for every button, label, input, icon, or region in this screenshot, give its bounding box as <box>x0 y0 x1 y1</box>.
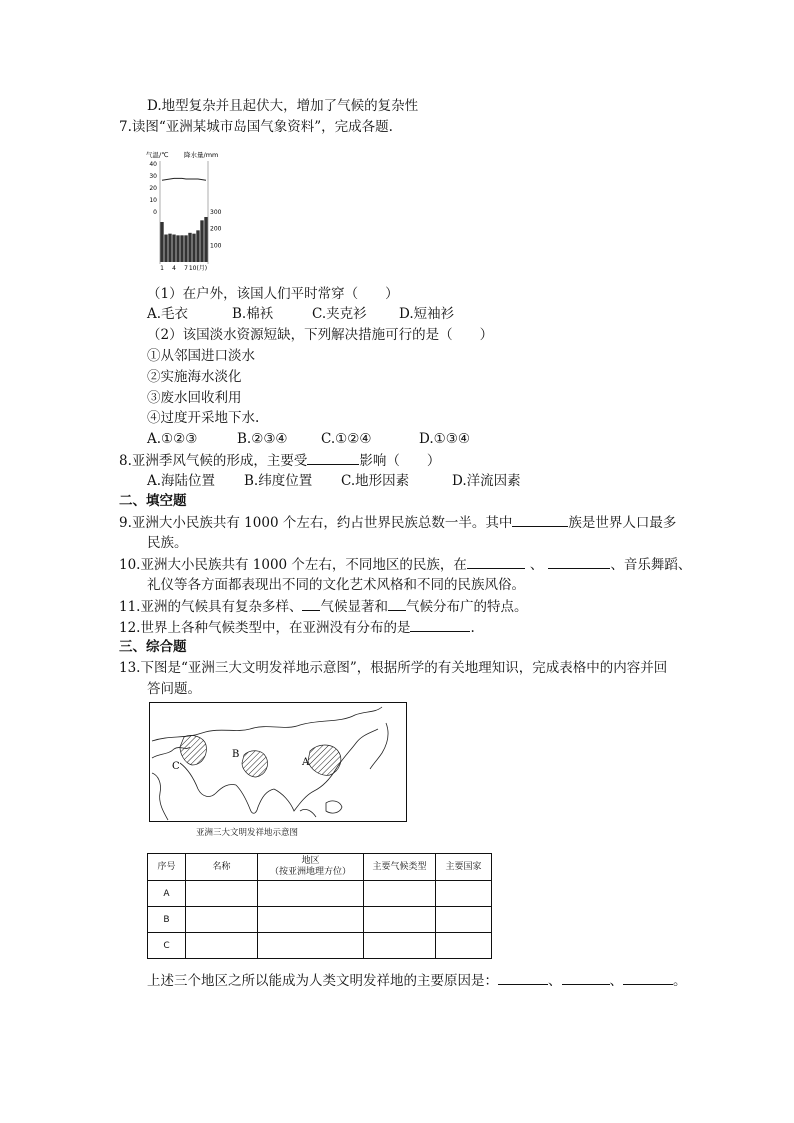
map-coastline-india <box>236 785 274 813</box>
map-island-borneo <box>326 801 342 813</box>
precipitation-bar <box>200 220 203 262</box>
temp-tick-label: 10 <box>149 197 157 204</box>
precipitation-bar <box>164 235 167 263</box>
q12-text-1: 12.世界上各种气候类型中，在亚洲没有分布的是 <box>119 620 411 636</box>
temp-tick-label: 20 <box>149 185 157 192</box>
header-name: 名称 <box>186 854 258 881</box>
section-2-title: 二、填空题 <box>119 493 187 509</box>
cell-climate-a[interactable] <box>364 881 436 907</box>
precipitation-bar <box>204 217 207 262</box>
q9-text-2: 族是世界人口最多 <box>568 515 677 531</box>
q7-measure-1: ①从邻国进口淡水 <box>147 348 255 364</box>
cell-countries-b[interactable] <box>436 907 492 933</box>
map-coastline-arabia <box>180 763 236 796</box>
q13-separator-2: 、 <box>609 973 623 989</box>
q12-text-2: . <box>470 620 475 636</box>
q7-sub1: （1）在户外，该国人们平时常穿（ ） <box>147 286 399 302</box>
precipitation-bar <box>176 235 179 262</box>
q11-text-1: 11.亚洲的气候具有复杂多样、 <box>119 599 303 615</box>
precipitation-bar <box>192 234 195 262</box>
section-3-title: 三、综合题 <box>119 639 187 655</box>
q10-separator: 、 <box>529 557 544 573</box>
q9-blank[interactable] <box>512 513 568 527</box>
precipitation-bar <box>184 235 187 262</box>
q9-line-2: 民族。 <box>147 535 188 551</box>
q8-stem-before: 8.亚洲季风气候的形成，主要受 <box>119 453 308 469</box>
cell-region-b[interactable] <box>258 907 364 933</box>
table-row <box>148 881 492 907</box>
temperature-line <box>162 178 206 180</box>
q8-blank[interactable] <box>307 451 359 465</box>
q7-sub1-option-b[interactable]: B.棉袄 <box>232 306 274 322</box>
q13-blank-1[interactable] <box>498 971 548 985</box>
header-countries: 主要国家 <box>436 854 492 881</box>
civilizations-table <box>147 853 492 959</box>
map-label-b: B <box>232 749 240 760</box>
q13-blank-2[interactable] <box>562 971 610 985</box>
q7-sub2-option-a[interactable]: A.①②③ <box>147 431 198 447</box>
q11-text-2: 气候显著和 <box>320 599 388 615</box>
climate-chart <box>146 148 222 272</box>
header-region-note: （按亚洲地理方位） <box>269 867 351 877</box>
precipitation-bar <box>180 235 183 262</box>
q8-option-d[interactable]: D.洋流因素 <box>452 473 521 489</box>
month-tick-label: 4 <box>172 265 176 272</box>
q13-line-2: 答问题。 <box>147 681 201 697</box>
q7-sub1-option-d[interactable]: D.短袖衫 <box>399 306 455 322</box>
table-header-row <box>148 854 492 881</box>
q7-sub2: （2）该国淡水资源短缺，下列解决措施可行的是（ ） <box>147 327 494 343</box>
q13-final <box>147 971 687 990</box>
q10-text-1: 10.亚洲大小民族共有 1000 个左右，不同地区的民族，在 <box>119 557 467 573</box>
q8-option-b[interactable]: B.纬度位置 <box>244 473 313 489</box>
cell-region-c[interactable] <box>258 933 364 959</box>
temp-tick-label: 30 <box>149 173 157 180</box>
cell-countries-c[interactable] <box>436 933 492 959</box>
q7-measure-2: ②实施海水淡化 <box>147 369 242 385</box>
map-coastline-africa <box>152 773 168 820</box>
precip-tick-label: 200 <box>210 225 222 233</box>
q9-line-1 <box>119 513 676 532</box>
q7-sub2-option-b[interactable]: B.②③④ <box>237 431 288 447</box>
q8-stem-after: 影响（ ） <box>359 453 441 469</box>
temp-axis-label: 气温/℃ <box>146 151 169 159</box>
q7-sub2-options <box>147 430 470 448</box>
q9-text-1: 9.亚洲大小民族共有 1000 个左右，约占世界民族总数一半。其中 <box>119 515 513 531</box>
map-island-sumatra <box>300 809 316 817</box>
q7-stem: 7.读图“亚洲某城市岛国气象资料”，完成各题. <box>119 119 393 135</box>
cell-name-b[interactable] <box>186 907 258 933</box>
q7-sub1-options <box>147 305 454 323</box>
q8-options <box>147 472 521 490</box>
map-coastline-japan <box>370 723 388 769</box>
precip-axis-label: 降水量/mm <box>184 151 219 159</box>
precipitation-bar <box>160 222 163 262</box>
row-label-b: B <box>148 907 186 933</box>
temp-tick-label: 0 <box>153 209 157 216</box>
map-region-c <box>180 735 206 765</box>
q10-blank-1[interactable] <box>467 555 525 569</box>
temp-tick-label: 40 <box>149 161 157 168</box>
header-region-title: 地区 <box>301 856 320 866</box>
q13-blank-3[interactable] <box>623 971 673 985</box>
q7-measure-4: ④过度开采地下水. <box>147 410 260 426</box>
cell-region-a[interactable] <box>258 881 364 907</box>
table-row <box>148 907 492 933</box>
q11-text-3: 气候分布广的特点。 <box>405 599 528 615</box>
month-tick-label: 1 <box>160 265 164 272</box>
cell-name-c[interactable] <box>186 933 258 959</box>
precip-tick-label: 300 <box>210 209 222 216</box>
map-label-a: A <box>302 757 310 768</box>
q10-line-1 <box>119 555 691 574</box>
q7-sub1-option-a[interactable]: A.毛衣 <box>147 306 189 322</box>
map-caption: 亚洲三大文明发祥地示意图 <box>196 828 299 838</box>
q12-blank[interactable] <box>410 618 470 632</box>
q7-sub2-option-c[interactable]: C.①②④ <box>321 431 372 447</box>
q13-separator-1: 、 <box>548 973 562 989</box>
q10-text-2: 、音乐舞蹈、 <box>610 557 692 573</box>
map-label-c: C <box>172 761 180 772</box>
header-region <box>258 854 364 881</box>
table-row <box>148 933 492 959</box>
q10-line-2: 礼仪等各方面都表现出不同的文化艺术风格和不同的民族风俗。 <box>147 577 525 593</box>
month-tick-label: 7 <box>184 265 188 272</box>
row-label-a: A <box>148 881 186 907</box>
cell-name-a[interactable] <box>186 881 258 907</box>
precipitation-bar <box>168 234 171 262</box>
q8-stem <box>119 451 440 470</box>
q11-blank-1[interactable] <box>302 597 320 611</box>
precipitation-bar <box>188 233 191 262</box>
precipitation-bar <box>172 235 175 263</box>
q11-blank-2[interactable] <box>388 597 406 611</box>
precip-tick-label: 100 <box>210 242 222 250</box>
map-region-a <box>308 745 341 775</box>
q7-measure-3: ③废水回收利用 <box>147 390 242 406</box>
header-climate: 主要气候类型 <box>364 854 436 881</box>
cell-climate-c[interactable] <box>364 933 436 959</box>
row-label-c: C <box>148 933 186 959</box>
q10-blank-2[interactable] <box>548 555 610 569</box>
q13-final-text: 上述三个地区之所以能成为人类文明发祥地的主要原因是： <box>147 973 498 989</box>
q12 <box>119 618 475 637</box>
cell-climate-b[interactable] <box>364 907 436 933</box>
q11 <box>119 597 527 616</box>
asia-civilizations-map <box>149 702 407 822</box>
q6-option-d: D.地型复杂并且起伏大，增加了气候的复杂性 <box>147 98 419 114</box>
cell-countries-a[interactable] <box>436 881 492 907</box>
q8-option-a[interactable]: A.海陆位置 <box>147 473 216 489</box>
map-region-b <box>242 751 268 777</box>
q8-option-c[interactable]: C.地形因素 <box>341 473 410 489</box>
q7-sub2-option-d[interactable]: D.①③④ <box>419 431 470 447</box>
q13-end: 。 <box>673 973 687 989</box>
precipitation-bar <box>196 230 199 262</box>
month-tick-label: 10(月) <box>188 265 208 272</box>
q13-line-1: 13.下图是“亚洲三大文明发祥地示意图”，根据所学的有关地理知识，完成表格中的内容并回 <box>119 660 668 676</box>
q7-sub1-option-c[interactable]: C.夹克衫 <box>312 306 367 322</box>
header-number: 序号 <box>148 854 186 881</box>
